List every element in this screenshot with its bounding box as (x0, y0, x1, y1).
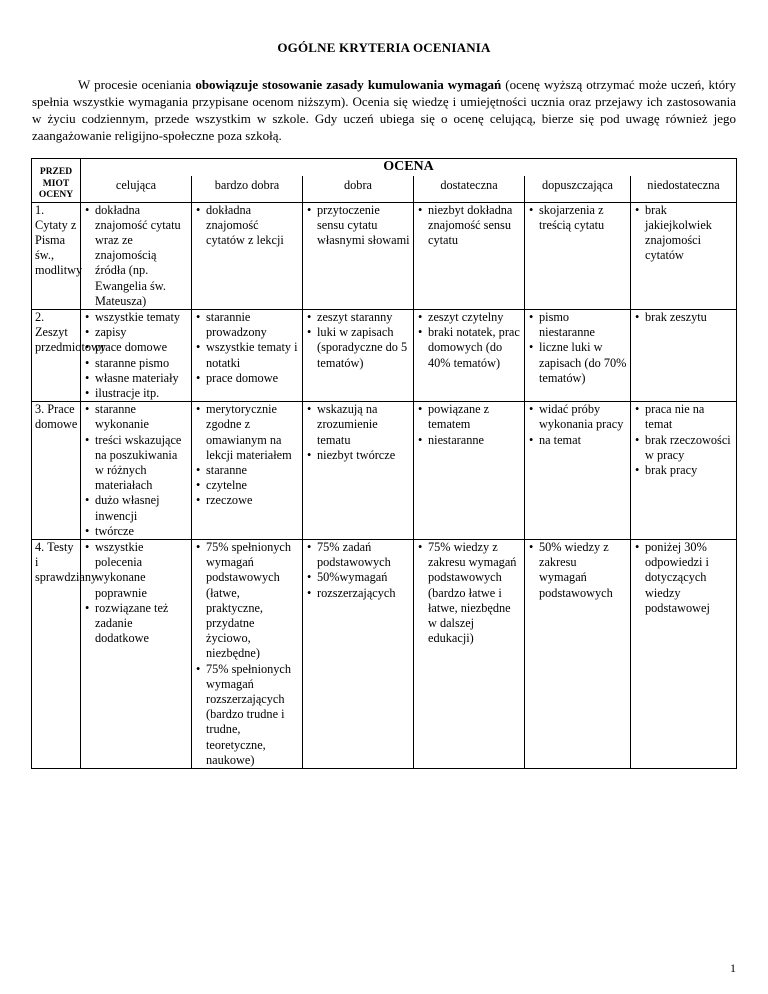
criteria-item: • 75% spełnionych wymagań podstawowych (łatwe, praktyczne, przydatne życiowo, niezbędne) (206, 540, 299, 662)
criteria-list (634, 310, 733, 325)
criteria-list (84, 203, 188, 309)
criteria-table-body (32, 202, 737, 769)
criteria-list (528, 402, 627, 448)
criteria-item: • zeszyt staranny (317, 310, 410, 325)
criteria-item: • zapisy (95, 325, 188, 340)
criteria-item: • dokładna znajomość cytatów z lekcji (206, 203, 299, 249)
intro-bold-rule: obowiązuje stosowanie zasady kumulowania wymagań (195, 77, 502, 92)
criteria-item: • prace domowe (206, 371, 299, 386)
criteria-list (634, 540, 733, 616)
page-number: 1 (730, 961, 736, 975)
criteria-item: • braki notatek, prac domowych (do 40% tematów) (428, 325, 521, 371)
criteria-item: • starannie prowadzony (206, 310, 299, 340)
criteria-list (306, 310, 410, 371)
criteria-item: • rozszerzających (317, 586, 410, 601)
criteria-item: • niezbyt dokładna znajomość sensu cytatu (428, 203, 521, 249)
criteria-list (417, 540, 521, 646)
criteria-list (417, 203, 521, 249)
criteria-item: • dokładna znajomość cytatu wraz ze znajomością źródła (np. Ewangelia św. Mateusza) (95, 203, 188, 309)
criteria-cell (631, 539, 737, 768)
criteria-item: • brak zeszytu (645, 310, 733, 325)
criteria-item: • brak pracy (645, 463, 733, 478)
intro-text-rest: (ocenę wyższą otrzymać może uczeń, który spełnia wszystkie wymagania przypisane ocenom niższym). Ocenia się wiedzę i umiejętności ucznia oraz przejawy ich zastosowania w życiu codziennym, przede wszystkim w szkole. Gdy uczeń ubiega się o ocenę celującą, bierze się pod uwagę również jego zaangażowanie religijno-społeczne poza szkołą. (32, 77, 736, 143)
criteria-cell (414, 539, 525, 768)
criteria-item: • luki w zapisach (sporadyczne do 5 tematów) (317, 325, 410, 371)
criteria-cell (525, 539, 631, 768)
criteria-item: • na temat (539, 433, 627, 448)
criteria-cell (631, 202, 737, 309)
criteria-item: • własne materiały (95, 371, 188, 386)
criteria-list (634, 203, 733, 264)
criteria-item: • wszystkie polecenia wykonane poprawnie (95, 540, 188, 601)
criteria-item: • 75% zadań podstawowych (317, 540, 410, 570)
criteria-list (306, 203, 410, 249)
criteria-cell (81, 539, 192, 768)
criteria-item: • powiązane z tematem (428, 402, 521, 432)
criteria-item: • widać próby wykonania pracy (539, 402, 627, 432)
criteria-cell (414, 402, 525, 540)
criteria-list (84, 310, 188, 401)
criteria-item: • 75% spełnionych wymagań rozszerzających (bardzo trudne i trudne, teoretyczne, naukowe) (206, 662, 299, 768)
criteria-list (195, 310, 299, 386)
criteria-item: • wszystkie tematy (95, 310, 188, 325)
table-row (32, 402, 737, 540)
criteria-item: • wszystkie tematy i notatki (206, 340, 299, 370)
subject-cell: 2. Zeszyt przedmiotowy (32, 309, 81, 401)
criteria-item: • staranne pismo (95, 356, 188, 371)
criteria-list (195, 540, 299, 768)
criteria-cell (81, 402, 192, 540)
criteria-item: • merytorycznie zgodne z omawianym na lekcji materiałem (206, 402, 299, 463)
grade-header: dostateczna (414, 176, 525, 203)
grade-group-header: OCENA (81, 159, 737, 176)
criteria-list (634, 402, 733, 478)
criteria-item: • staranne wykonanie (95, 402, 188, 432)
criteria-cell (81, 202, 192, 309)
document-title: OGÓLNE KRYTERIA OCENIANIA (277, 40, 491, 55)
grade-header: dopuszczająca (525, 176, 631, 203)
criteria-cell (525, 202, 631, 309)
criteria-item: • przytoczenie sensu cytatu własnymi słowami (317, 203, 410, 249)
criteria-table (31, 158, 737, 769)
criteria-cell (192, 402, 303, 540)
criteria-list (84, 540, 188, 646)
criteria-cell (81, 309, 192, 401)
criteria-item: • staranne (206, 463, 299, 478)
criteria-cell (192, 539, 303, 768)
criteria-item: • brak rzeczowości w pracy (645, 433, 733, 463)
criteria-list (528, 310, 627, 386)
criteria-list (195, 402, 299, 508)
criteria-item: • 50% wiedzy z zakresu wymagań podstawowych (539, 540, 627, 601)
subject-cell: 3. Prace domowe (32, 402, 81, 540)
criteria-list (417, 402, 521, 448)
criteria-cell (303, 402, 414, 540)
criteria-list (84, 402, 188, 539)
criteria-list (306, 402, 410, 463)
criteria-cell (303, 539, 414, 768)
grade-header: celująca (81, 176, 192, 203)
criteria-cell (303, 309, 414, 401)
criteria-cell (631, 309, 737, 401)
intro-paragraph (32, 76, 736, 144)
criteria-item: • czytelne (206, 478, 299, 493)
criteria-list (195, 203, 299, 249)
criteria-list (417, 310, 521, 371)
criteria-item: • wskazują na zrozumienie tematu (317, 402, 410, 448)
criteria-cell (192, 309, 303, 401)
criteria-item: • prace domowe (95, 340, 188, 355)
criteria-cell (525, 309, 631, 401)
criteria-cell (192, 202, 303, 309)
criteria-item: • treści wskazujące na poszukiwania w różnych materiałach (95, 433, 188, 494)
criteria-cell (303, 202, 414, 309)
criteria-item: • 50%wymagań (317, 570, 410, 585)
table-row (32, 539, 737, 768)
criteria-cell (525, 402, 631, 540)
subject-cell: 4. Testy i sprawdziany (32, 539, 81, 768)
criteria-item: • liczne luki w zapisach (do 70% tematów) (539, 340, 627, 386)
criteria-list (528, 540, 627, 601)
criteria-item: • niestaranne (428, 433, 521, 448)
criteria-cell (631, 402, 737, 540)
criteria-item: • twórcze (95, 524, 188, 539)
subject-cell: 1. Cytaty z Pisma św., modlitwy (32, 202, 81, 309)
criteria-item: • pismo niestaranne (539, 310, 627, 340)
grade-header: dobra (303, 176, 414, 203)
criteria-cell (414, 202, 525, 309)
criteria-item: • skojarzenia z treścią cytatu (539, 203, 627, 233)
criteria-item: • ilustracje itp. (95, 386, 188, 401)
criteria-list (306, 540, 410, 601)
criteria-item: • praca nie na temat (645, 402, 733, 432)
criteria-item: • niezbyt twórcze (317, 448, 410, 463)
criteria-cell (414, 309, 525, 401)
grade-header: niedostateczna (631, 176, 737, 203)
criteria-item: • brak jakiejkolwiek znajomości cytatów (645, 203, 733, 264)
grade-header-row (32, 176, 737, 203)
criteria-item: • poniżej 30% odpowiedzi i dotyczących wiedzy podstawowej (645, 540, 733, 616)
criteria-item: • dużo własnej inwencji (95, 493, 188, 523)
criteria-item: • rozwiązane też zadanie dodatkowe (95, 601, 188, 647)
criteria-list (528, 203, 627, 233)
table-row (32, 309, 737, 401)
subject-column-header: PRZED MIOT OCENY (32, 159, 81, 203)
intro-text-start: W procesie oceniania (78, 77, 196, 92)
table-row (32, 202, 737, 309)
criteria-item: • 75% wiedzy z zakresu wymagań podstawowych (bardzo łatwe i łatwe, niezbędne w dalszej edukacji) (428, 540, 521, 646)
criteria-item: • rzeczowe (206, 493, 299, 508)
grade-header: bardzo dobra (192, 176, 303, 203)
criteria-item: • zeszyt czytelny (428, 310, 521, 325)
